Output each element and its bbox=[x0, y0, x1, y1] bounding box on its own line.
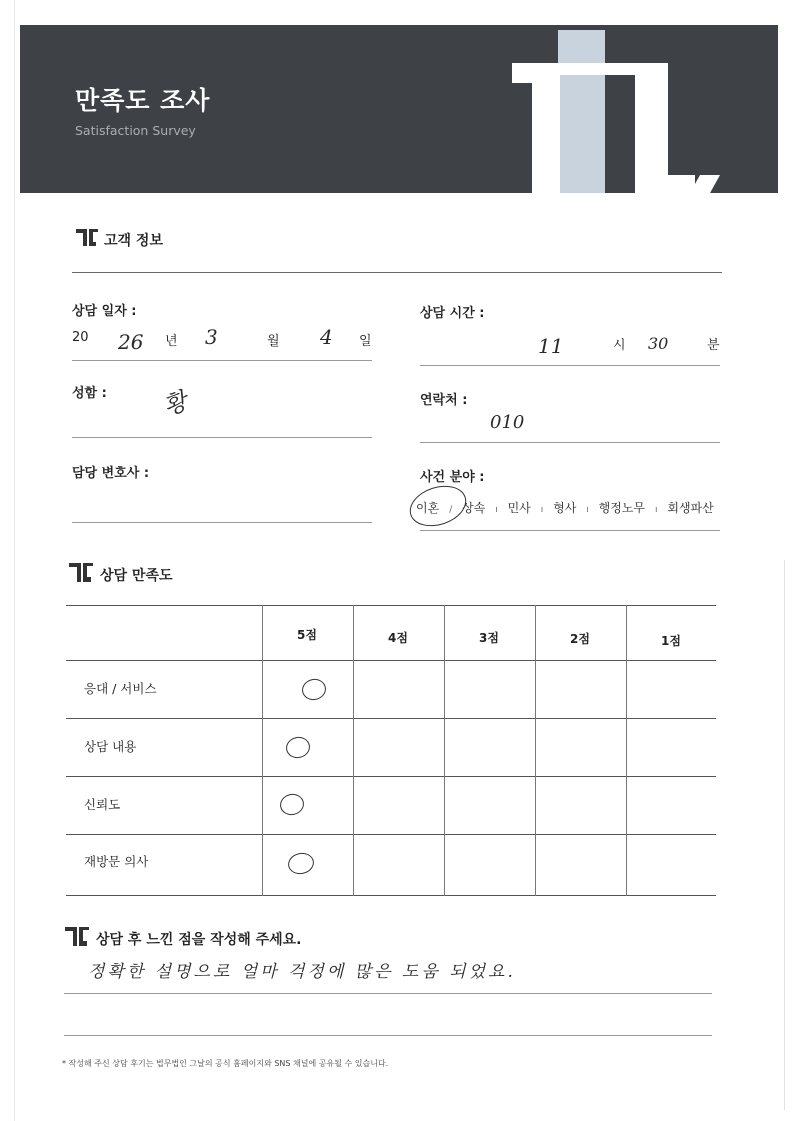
name-value: 황 bbox=[159, 386, 192, 421]
table-col-rule bbox=[444, 605, 445, 896]
row-label-trust: 신뢰도 bbox=[84, 797, 121, 812]
minute-value: 30 bbox=[648, 334, 669, 353]
table-rule bbox=[66, 895, 716, 896]
name-underline bbox=[72, 437, 372, 438]
page-edge-right bbox=[784, 560, 785, 1110]
day-value: 4 bbox=[320, 325, 333, 349]
feedback-line-2 bbox=[64, 1035, 712, 1036]
contact-label: 연락처 : bbox=[420, 393, 468, 408]
score-header-3: 3점 bbox=[479, 631, 499, 645]
case-option[interactable]: 민사 bbox=[507, 501, 531, 515]
day-unit: 일 bbox=[359, 334, 372, 349]
feedback-line-1 bbox=[64, 993, 712, 994]
time-underline bbox=[420, 365, 720, 366]
row-label-revisit: 재방문 의사 bbox=[84, 854, 149, 869]
section-logo-icon bbox=[64, 924, 90, 948]
table-col-rule bbox=[262, 605, 263, 896]
feedback-title: 상담 후 느낀 점을 작성해 주세요. bbox=[96, 932, 302, 948]
customer-info-divider bbox=[72, 272, 722, 273]
table-rule bbox=[66, 660, 716, 661]
table-col-rule bbox=[535, 605, 536, 896]
case-option[interactable]: 상속 bbox=[462, 501, 486, 515]
month-unit: 월 bbox=[267, 334, 280, 349]
score-header-5: 5점 bbox=[297, 628, 317, 642]
minute-unit: 분 bbox=[707, 338, 720, 353]
contact-underline bbox=[420, 442, 720, 443]
feedback-text[interactable]: 정확한 설명으로 얼마 걱정에 많은 도움 되었요. bbox=[88, 962, 516, 982]
score-header-4: 4점 bbox=[388, 631, 408, 645]
rating-mark-circle[interactable] bbox=[286, 851, 316, 877]
case-option[interactable]: 형사 bbox=[553, 501, 577, 515]
case-field-underline bbox=[420, 530, 720, 531]
lawyer-underline bbox=[72, 522, 372, 523]
year-unit: 년 bbox=[165, 334, 178, 349]
rating-mark-circle[interactable] bbox=[278, 792, 306, 818]
year-prefix: 20 bbox=[72, 330, 89, 345]
table-rule bbox=[66, 605, 716, 606]
customer-info-title: 고객 정보 bbox=[104, 233, 163, 249]
hour-value: 11 bbox=[538, 334, 564, 358]
rating-mark-circle[interactable] bbox=[300, 677, 328, 703]
hour-unit: 시 bbox=[613, 338, 626, 353]
page-subtitle: Satisfaction Survey bbox=[75, 123, 196, 138]
section-logo-icon bbox=[75, 226, 99, 248]
date-underline bbox=[72, 360, 372, 361]
year-value: 26 bbox=[118, 330, 144, 354]
table-rule bbox=[66, 776, 716, 777]
rating-mark-circle[interactable] bbox=[284, 735, 312, 761]
selected-case-circle bbox=[405, 479, 472, 533]
case-field-label: 사건 분야 : bbox=[420, 470, 485, 485]
footnote: * 작성해 주신 상담 후기는 법무법인 그날의 공식 홈페이지와 SNS 채널에 공유될 수 있습니다. bbox=[62, 1059, 389, 1068]
row-label-service: 응대 / 서비스 bbox=[84, 681, 157, 696]
contact-value: 010 bbox=[490, 412, 525, 433]
consult-date-label: 상담 일자 : bbox=[72, 304, 137, 319]
case-field-options: 이혼 / 상속 ı 민사 ı 형사 ı 행정노무 ı 회생파산 bbox=[416, 501, 714, 515]
satisfaction-title: 상담 만족도 bbox=[100, 568, 173, 584]
case-option[interactable]: 행정노무 bbox=[598, 501, 646, 515]
consult-time-label: 상담 시간 : bbox=[420, 306, 485, 321]
section-logo-icon bbox=[68, 560, 94, 584]
table-rule bbox=[66, 834, 716, 835]
month-value: 3 bbox=[205, 325, 218, 349]
score-header-2: 2점 bbox=[570, 632, 590, 646]
case-option[interactable]: 이혼 bbox=[416, 501, 440, 515]
page-edge-left bbox=[14, 0, 15, 1121]
name-label: 성함 : bbox=[72, 386, 107, 401]
case-option[interactable]: 회생파산 bbox=[667, 501, 714, 515]
firm-logo-icon bbox=[20, 25, 778, 193]
row-label-content: 상담 내용 bbox=[84, 739, 137, 754]
page-title: 만족도 조사 bbox=[75, 86, 211, 115]
table-col-rule bbox=[353, 605, 354, 896]
satisfaction-table bbox=[66, 605, 716, 897]
header-banner bbox=[20, 25, 778, 193]
table-rule bbox=[66, 718, 716, 719]
score-header-1: 1점 bbox=[661, 634, 681, 648]
lawyer-label: 담당 변호사 : bbox=[72, 466, 150, 481]
